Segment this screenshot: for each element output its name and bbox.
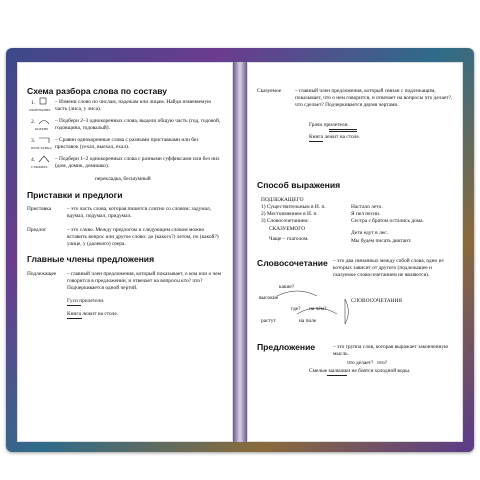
sentence-example: Смелые мальчики не боятся холодной воды. <box>309 368 411 374</box>
sentence-text: – это группа слов, которая выражает законченную мысль. <box>333 344 449 357</box>
left-page <box>17 62 233 442</box>
item-4-text: – Подбери 1–2 однокоренных слова с разными суффиксами или без них (дом, домик, домишко). <box>55 156 220 169</box>
root-icon <box>37 117 51 125</box>
subject-list-3: 3) Словосочетанием. <box>261 218 309 224</box>
predicate-example-2: Мы будем писать диктант. <box>351 238 412 244</box>
subject-example-2: Я пел песни. <box>351 211 381 217</box>
diagram-word-7: СЛОВОСОЧЕТАНИЯ <box>351 298 403 304</box>
diagram-word-2: высокие <box>259 295 279 301</box>
item-1-number: 1. <box>31 100 36 106</box>
heading-expression: Способ выражения <box>257 180 341 190</box>
ending-icon <box>37 97 49 106</box>
predicate-example-1: Дети едут в лес. <box>351 230 389 236</box>
left-example-2: Книга лежит на столе. <box>67 311 119 317</box>
item-3-label: ПРИСТАВКА <box>31 146 52 150</box>
prefix-text: – это часть слова, которая пишется слитно со словом: задумал, вдумал, подумал, придумал. <box>67 206 212 219</box>
left-ex1-underline <box>67 305 81 306</box>
phrase-text: – это два связанных между собой слова, одно из которых зависит от другого (подлежащее и сказуемое словосочетанием не являются). <box>333 258 444 278</box>
phrase-diagram <box>257 284 457 334</box>
right-ex1-underline-b <box>329 131 357 132</box>
right-ex2-underline-subj <box>309 141 323 142</box>
predicate-text: – главный член предложения, который связан с подлежащим, показывает, что о нем говорится, и отвечает на вопросы что делает?, что сделает? Подчеркивается двумя чертами. <box>295 88 453 108</box>
item-3-number: 3. <box>31 138 36 144</box>
diagram-word-1: какие? <box>279 284 295 290</box>
book-spine <box>233 62 247 442</box>
subject-example-1: Настало лето. <box>351 204 383 210</box>
heading-sentence: Предложение <box>257 342 316 352</box>
sentence-q1: что делает? <box>347 360 374 366</box>
heading-prefixes: Приставки и предлоги <box>27 190 123 200</box>
left-example-1: Гуси прилетели. <box>67 298 105 304</box>
preposition-text: – это слово. Между предлогом и следующим словом можно вставить вопрос или другое слово: до (какого?) летом, по (какой?) улице, у (далекого) озера. <box>67 227 219 247</box>
right-example-1: Грачи прилетели. <box>309 122 349 128</box>
item-1-text: – Измени слово по числам, падежам или лицам. Найди изменяемую часть (лиса, у лиса). <box>55 99 212 112</box>
prefix-icon <box>37 136 51 144</box>
subject-term: Подлежащее <box>27 271 57 277</box>
heading-phrase: Словосочетание <box>257 258 328 268</box>
subject-list-2: 2) Местоимением в И. п. <box>261 211 318 217</box>
diagram-word-6: на поле <box>299 318 317 324</box>
diagram-word-5: растут <box>261 318 276 324</box>
item-2-number: 2. <box>31 119 36 125</box>
diagram-word-3: где? <box>291 306 301 312</box>
predicate-note: Чаще – глаголом. <box>269 236 309 242</box>
right-example-2: Книга лежит на столе. <box>309 134 361 140</box>
subject-list-1: 1) Существительным в И. п. <box>261 204 326 210</box>
preposition-term: Предлог <box>27 227 47 233</box>
suffix-icon <box>37 155 51 163</box>
item-3-text: – Сравни однокоренные слова с разными приставками или без приставок (уехал, выехал, ехал). <box>55 137 199 150</box>
sentence-underline-subj <box>327 375 347 376</box>
item-4-label: СУФФИКС <box>31 165 49 169</box>
item-4-number: 4. <box>31 157 36 163</box>
subject-text: – главный член предложения, который показывает, о ком или о чем говорится в предложении, и отвечает на вопросы кто? что? Подчеркивается одной чертой. <box>67 271 222 291</box>
item-1-label: ОКОНЧАНИЕ <box>29 108 51 112</box>
item-2-text: – Подбери 2–3 однокоренных слова, выдели общую часть (год, годовой, годовщина, годовалый). <box>55 118 221 131</box>
predicate-term: Сказуемое <box>257 88 282 94</box>
heading-scheme: Схема разбора слова по составу <box>27 86 168 96</box>
heading-main-members: Главные члены предложения <box>27 254 155 264</box>
subject-example-3: Сестра с братом остались дома. <box>351 218 424 224</box>
subject-caption: ПОДЛЕЖАЩЕГО <box>261 197 304 203</box>
sentence-q2: что? <box>377 360 388 366</box>
example-line: перекладка, бесшумный <box>95 176 151 182</box>
right-page <box>247 62 463 442</box>
prefix-term: Приставка <box>27 206 52 212</box>
predicate-caption: СКАЗУЕМОГО <box>269 226 306 232</box>
left-ex2-underline <box>67 318 82 319</box>
diagram-word-4: на чём? <box>309 306 327 312</box>
item-2-label: КОРЕНЬ <box>35 127 49 131</box>
